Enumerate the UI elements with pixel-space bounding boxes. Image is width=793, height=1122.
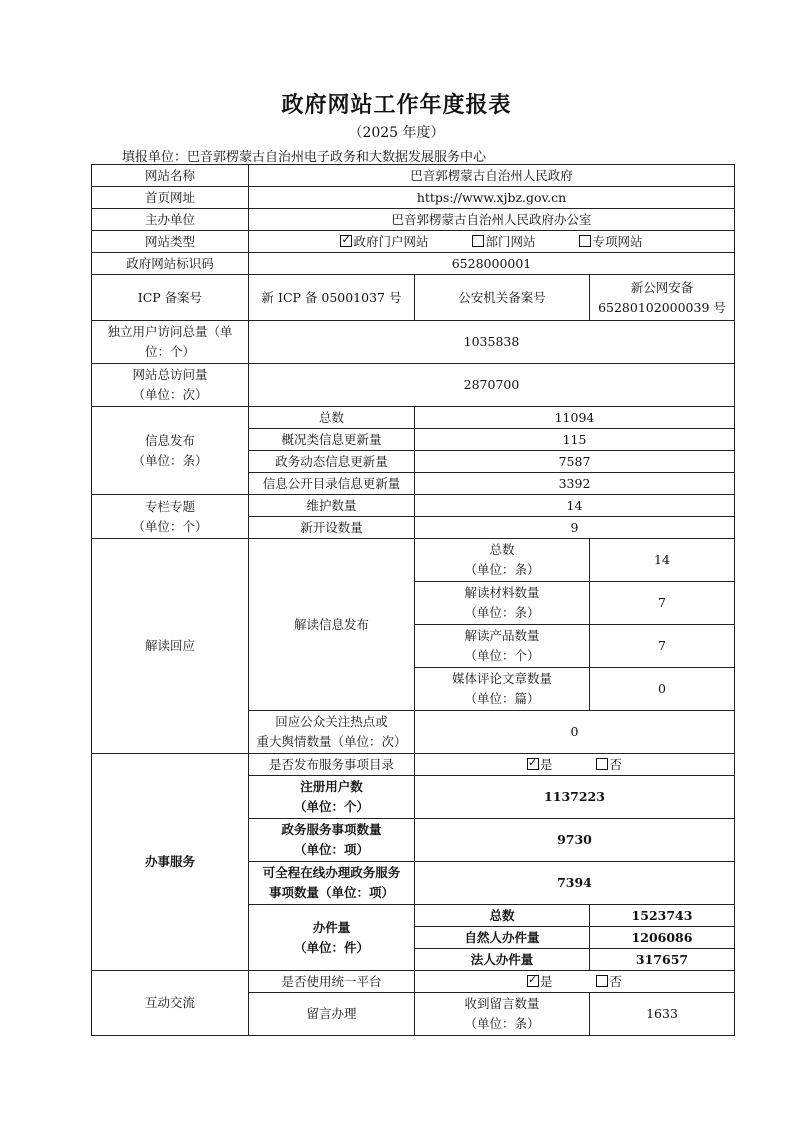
interaction-label: 互动交流 <box>92 971 249 1036</box>
site-code-value: 6528000001 <box>249 253 735 275</box>
info-news-label: 政务动态信息更新量 <box>249 451 415 473</box>
interpret-media-label: 媒体评论文章数量 （单位：篇） <box>415 668 590 711</box>
service-catalog-options <box>415 754 735 776</box>
reporting-unit: 填报单位：巴音郭楞蒙古自治州电子政务和大数据发展服务中心 <box>122 150 487 165</box>
table-row <box>92 165 735 187</box>
checkbox-empty-icon[interactable] <box>596 975 608 987</box>
uv-value: 1035838 <box>249 321 735 364</box>
interpret-product-value: 7 <box>590 625 735 668</box>
checkbox-empty-icon[interactable] <box>596 758 608 770</box>
url-value: https://www.xjbz.gov.cn <box>249 187 735 209</box>
handled-natural-value: 1206086 <box>590 927 735 949</box>
interpret-respond-value: 0 <box>415 711 735 754</box>
table-row <box>92 253 735 275</box>
table-row <box>92 407 735 429</box>
table-row <box>92 275 735 321</box>
site-name-value: 巴音郭楞蒙古自治州人民政府 <box>249 165 735 187</box>
checkbox-empty-icon[interactable] <box>472 235 484 247</box>
interaction-received-value: 1633 <box>590 993 735 1036</box>
checkbox-checked-icon[interactable] <box>527 758 539 770</box>
option-portal[interactable]: ✓ 政府门户网站 <box>340 232 428 252</box>
interaction-platform-label: 是否使用统一平台 <box>249 971 415 993</box>
info-overview-label: 概况类信息更新量 <box>249 429 415 451</box>
host-label: 主办单位 <box>92 209 249 231</box>
info-open-label: 信息公开目录信息更新量 <box>249 473 415 495</box>
service-users-value: 1137223 <box>415 776 735 819</box>
interpret-total-label: 总数 （单位：条） <box>415 539 590 582</box>
interpret-material-label: 解读材料数量 （单位：条） <box>415 582 590 625</box>
host-value: 巴音郭楞蒙古自治州人民政府办公室 <box>249 209 735 231</box>
report-table <box>91 164 735 1036</box>
table-row <box>92 209 735 231</box>
interpret-label: 解读回应 <box>92 539 249 754</box>
handled-total-label: 总数 <box>415 905 590 927</box>
checkbox-checked-icon[interactable] <box>340 235 352 247</box>
column-new-label: 新开设数量 <box>249 517 415 539</box>
info-label: 信息发布 （单位：条） <box>92 407 249 495</box>
interpret-material-value: 7 <box>590 582 735 625</box>
table-row <box>92 971 735 993</box>
column-maintain-value: 14 <box>415 495 735 517</box>
option-special[interactable]: 专项网站 <box>579 232 642 252</box>
service-items-value: 9730 <box>415 819 735 862</box>
interaction-received-label: 收到留言数量 （单位：条） <box>415 993 590 1036</box>
service-users-label: 注册用户数 （单位：个） <box>249 776 415 819</box>
interpret-product-label: 解读产品数量 （单位：个） <box>415 625 590 668</box>
checkbox-checked-icon[interactable] <box>527 975 539 987</box>
interaction-platform-options <box>415 971 735 993</box>
platform-no-option[interactable]: 否 <box>596 972 622 992</box>
pv-label: 网站总访问量 （单位：次） <box>92 364 249 407</box>
service-online-label: 可全程在线办理政务服务 事项数量（单位：项） <box>249 862 415 905</box>
interpret-media-value: 0 <box>590 668 735 711</box>
catalog-yes-option[interactable]: ✓ 是 <box>527 755 553 775</box>
checkbox-empty-icon[interactable] <box>579 235 591 247</box>
icp-label: ICP 备案号 <box>92 275 249 321</box>
police-label: 公安机关备案号 <box>415 275 590 321</box>
service-label: 办事服务 <box>92 754 249 971</box>
table-row <box>92 231 735 253</box>
table-row <box>92 187 735 209</box>
info-news-value: 7587 <box>415 451 735 473</box>
table-row <box>92 321 735 364</box>
platform-yes-option[interactable]: ✓ 是 <box>527 972 553 992</box>
table-row <box>92 364 735 407</box>
column-maintain-label: 维护数量 <box>249 495 415 517</box>
table-row <box>92 754 735 776</box>
info-total-value: 11094 <box>415 407 735 429</box>
column-label: 专栏专题 （单位：个） <box>92 495 249 539</box>
handled-legal-label: 法人办件量 <box>415 949 590 971</box>
service-items-label: 政务服务事项数量 （单位：项） <box>249 819 415 862</box>
site-code-label: 政府网站标识码 <box>92 253 249 275</box>
url-label: 首页网址 <box>92 187 249 209</box>
site-type-options <box>249 231 735 253</box>
catalog-no-option[interactable]: 否 <box>596 755 622 775</box>
site-type-label: 网站类型 <box>92 231 249 253</box>
icp-value: 新 ICP 备 05001037 号 <box>249 275 415 321</box>
report-year: （2025 年度） <box>348 125 445 141</box>
info-open-value: 3392 <box>415 473 735 495</box>
handled-legal-value: 317657 <box>590 949 735 971</box>
uv-label: 独立用户访问总量（单 位：个） <box>92 321 249 364</box>
service-online-value: 7394 <box>415 862 735 905</box>
site-name-label: 网站名称 <box>92 165 249 187</box>
interaction-message-label: 留言办理 <box>249 993 415 1036</box>
column-new-value: 9 <box>415 517 735 539</box>
pv-value: 2870700 <box>249 364 735 407</box>
handled-total-value: 1523743 <box>590 905 735 927</box>
info-overview-value: 115 <box>415 429 735 451</box>
table-row <box>92 495 735 517</box>
interpret-total-value: 14 <box>590 539 735 582</box>
interpret-respond-label: 回应公众关注热点或 重大舆情数量（单位：次） <box>249 711 415 754</box>
service-handled-label: 办件量 （单位：件） <box>249 905 415 971</box>
table-row <box>92 539 735 582</box>
report-title: 政府网站工作年度报表 <box>281 92 512 118</box>
option-department[interactable]: 部门网站 <box>472 232 535 252</box>
handled-natural-label: 自然人办件量 <box>415 927 590 949</box>
info-total-label: 总数 <box>249 407 415 429</box>
service-catalog-label: 是否发布服务事项目录 <box>249 754 415 776</box>
interpret-publish-label: 解读信息发布 <box>249 539 415 711</box>
police-value: 新公网安备 65280102000039 号 <box>590 275 735 321</box>
